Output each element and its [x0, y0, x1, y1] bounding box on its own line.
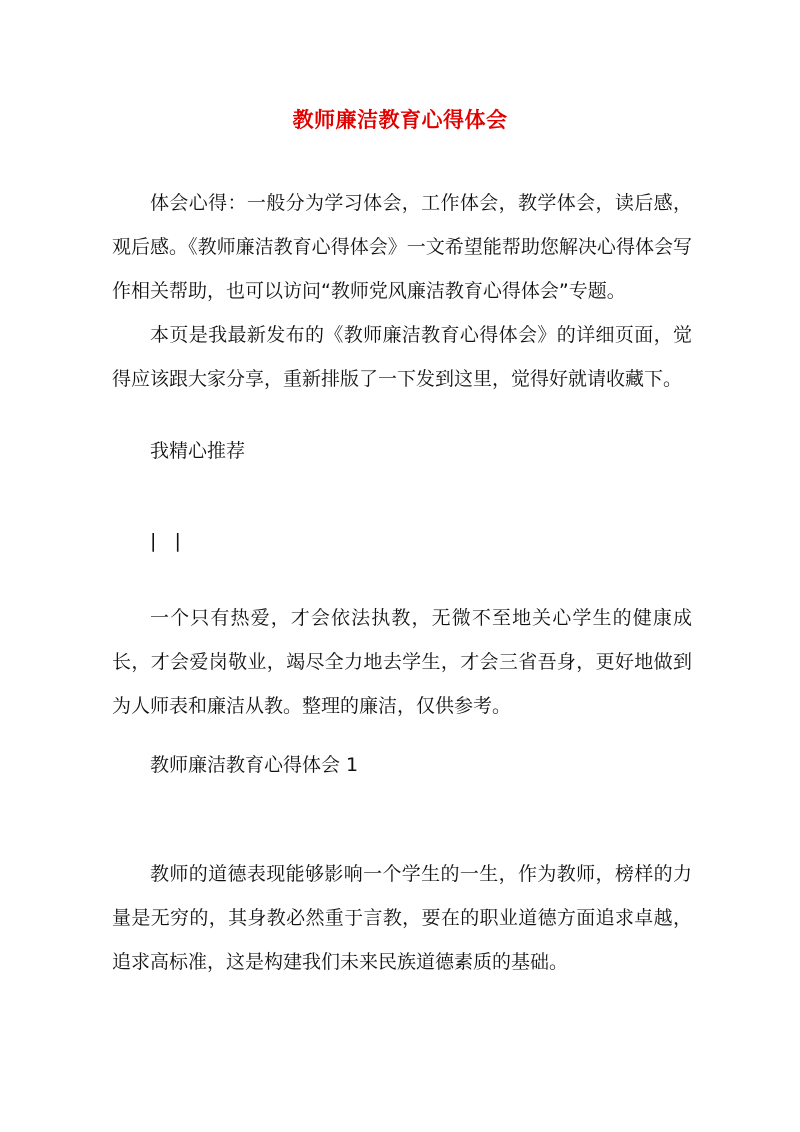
recommend-section	[112, 429, 692, 473]
body-paragraph-2: 教师的道德表现能够影响一个学生的一生，作为教师，榜样的力量是无穷的，其身教必然重于言教，要在的职业道德方面追求卓越，追求高标准，这是构建我们未来民族道德素质的基础。	[112, 863, 692, 973]
section-heading-block	[112, 743, 692, 787]
intro-paragraph-1: 体会心得：一般分为学习体会，工作体会，教学体会，读后感，观后感。《教师廉洁教育心得体会》一文希望能帮助您解决心得体会写作相关帮助，也可以访问“教师党风廉洁教育心得体会”专题。	[112, 192, 692, 302]
body-section-1	[112, 596, 692, 728]
intro-section	[112, 181, 692, 401]
separator-text: | |	[150, 530, 181, 552]
intro-paragraph-2: 本页是我最新发布的《教师廉洁教育心得体会》的详细页面，觉得应该跟大家分享，重新排版了一下发到这里，觉得好就请收藏下。	[112, 324, 692, 390]
recommend-text: 我精心推荐	[150, 440, 246, 462]
section-heading: 教师廉洁教育心得体会 1	[150, 754, 359, 776]
separator-section	[112, 519, 692, 563]
body-paragraph-1: 一个只有热爱，才会依法执教，无微不至地关心学生的健康成长，才会爱岗敬业，竭尽全力地去学生，才会三省吾身，更好地做到为人师表和廉洁从教。整理的廉洁，仅供参考。	[112, 607, 692, 717]
body-section-2	[112, 852, 692, 984]
document-title: 教师廉洁教育心得体会	[292, 108, 508, 132]
